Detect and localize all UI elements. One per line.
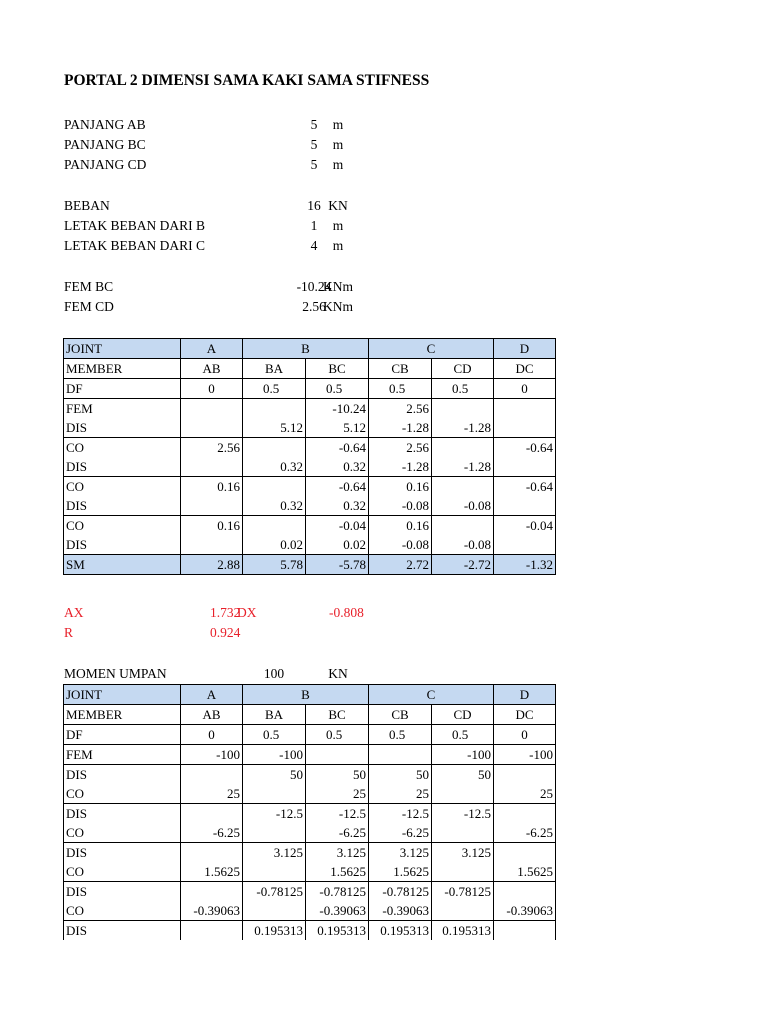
table-cell: BC [306,359,369,379]
table-cell: BA [243,705,306,725]
dx-value: -0.808 [329,605,364,620]
table-cell: 0.195313 [306,921,369,941]
table-cell: CB [369,359,432,379]
table-cell: 50 [306,765,369,785]
table-row [64,823,556,843]
table-cell: 3.125 [243,843,306,863]
param-label: PANJANG AB [64,117,146,132]
table-cell [181,457,243,477]
param-label: LETAK BEBAN DARI C [64,238,206,253]
table-cell: 50 [243,765,306,785]
table-cell: 0.16 [181,516,243,536]
table-cell: -6.25 [494,823,556,843]
table-cell: 2.56 [369,438,432,458]
param-row [64,196,564,216]
table-cell: 1.5625 [369,862,432,882]
table-cell: 0.32 [306,457,369,477]
param-unit: m [332,238,344,253]
table-cell: B [243,685,369,705]
table-cell: 0.32 [306,496,369,516]
table-cell: AB [181,705,243,725]
table-cell: 1.5625 [306,862,369,882]
table-cell: DIS [64,804,181,824]
momen-umpan-label: MOMEN UMPAN [64,666,167,681]
table-cell: 0.5 [243,379,306,399]
table-cell: 0.02 [243,535,306,555]
param-row [64,135,564,155]
table-cell: BA [243,359,306,379]
table-cell: MEMBER [64,705,181,725]
table-cell: 2.72 [369,555,432,575]
table-cell: 0.5 [243,725,306,745]
table-cell: -100 [494,745,556,765]
param-unit: m [332,137,344,152]
table-row [64,921,556,941]
param-unit: KNm [323,299,353,314]
table-cell: 0 [181,379,243,399]
table-cell: 0.195313 [369,921,432,941]
table-cell: -6.25 [181,823,243,843]
table-cell: -0.39063 [306,901,369,921]
momen-umpan-row [64,664,564,684]
joint-header-row [64,685,556,705]
table-cell [181,399,243,419]
table-cell: 1.5625 [181,862,243,882]
table-cell: 5.78 [243,555,306,575]
r-value: 0.924 [210,625,241,640]
table-cell: 0.16 [369,516,432,536]
table-cell [494,457,556,477]
table-cell: -1.32 [494,555,556,575]
table-cell: CO [64,516,181,536]
table-cell: 25 [494,784,556,804]
table-cell [369,745,432,765]
param-unit: m [332,117,344,132]
table-cell: DIS [64,496,181,516]
table-cell: CO [64,477,181,497]
table-cell [181,418,243,438]
table-cell: -0.39063 [181,901,243,921]
table-cell: CO [64,901,181,921]
table-cell: 5.12 [243,418,306,438]
table-cell: 0.195313 [243,921,306,941]
table-cell [181,882,243,902]
table-row [64,862,556,882]
table-cell: -1.28 [369,457,432,477]
table-cell: CO [64,438,181,458]
table-row [64,477,556,497]
table-cell: -6.25 [369,823,432,843]
table-cell: C [369,339,494,359]
table-cell: SM [64,555,181,575]
table-cell: -10.24 [306,399,369,419]
table-cell: 25 [369,784,432,804]
table-cell: DIS [64,418,181,438]
table-cell [243,438,306,458]
table-cell [181,535,243,555]
momen-umpan-unit: KN [328,666,348,681]
table-cell: 0.16 [369,477,432,497]
table-cell [181,843,243,863]
table-cell: DIS [64,535,181,555]
r-label: R [64,625,74,640]
table-cell: BC [306,705,369,725]
table-row [64,496,556,516]
table-cell [243,784,306,804]
table-cell: FEM [64,399,181,419]
table-cell: -5.78 [306,555,369,575]
table-cell: -0.64 [306,438,369,458]
table-cell: -100 [243,745,306,765]
table-cell: -0.08 [432,496,494,516]
dx-label: DX [237,605,257,620]
param-row [64,115,564,135]
table-cell: JOINT [64,339,181,359]
param-value: 1 [310,218,318,233]
table-row [64,379,556,399]
table-cell [306,745,369,765]
table-cell: -0.64 [494,438,556,458]
table-cell: A [181,685,243,705]
table-cell [432,516,494,536]
table-row [64,765,556,785]
table-cell: -0.39063 [369,901,432,921]
table-cell: DF [64,379,181,399]
table-cell: -0.78125 [369,882,432,902]
table-cell: -1.28 [369,418,432,438]
table-row [64,418,556,438]
table-cell: 25 [181,784,243,804]
table-cell: -0.39063 [494,901,556,921]
table-cell: D [494,685,556,705]
table-cell: 2.56 [181,438,243,458]
moment-distribution-table-2 [63,684,556,940]
table-cell: -0.04 [306,516,369,536]
param-row [64,216,564,236]
table-cell: 3.125 [432,843,494,863]
table-cell [494,921,556,941]
table-cell: 0.32 [243,496,306,516]
table-cell: -12.5 [369,804,432,824]
table-cell [243,862,306,882]
param-label: LETAK BEBAN DARI B [64,218,206,233]
table-cell: 0.5 [369,379,432,399]
table-cell: -0.78125 [243,882,306,902]
table-row [64,901,556,921]
table-cell: -100 [181,745,243,765]
table-row [64,745,556,765]
table-cell: JOINT [64,685,181,705]
table-cell [243,399,306,419]
table-cell [494,496,556,516]
table-row [64,516,556,536]
table-cell: DF [64,725,181,745]
momen-umpan-value: 100 [263,666,285,681]
param-value: 16 [307,198,321,213]
table-row [64,457,556,477]
table-cell [494,843,556,863]
param-label: FEM CD [64,299,114,314]
table-cell: -0.64 [494,477,556,497]
table-row [64,359,556,379]
param-row [64,297,564,317]
table-cell: 0.5 [432,379,494,399]
table-cell: -0.78125 [306,882,369,902]
table-cell: -12.5 [432,804,494,824]
table-row [64,843,556,863]
table-cell: 2.56 [369,399,432,419]
table-cell: D [494,339,556,359]
param-unit: m [332,157,344,172]
param-row [64,277,564,297]
table-cell: 5.12 [306,418,369,438]
table-cell: -1.28 [432,457,494,477]
table-cell: 0.16 [181,477,243,497]
table-row [64,784,556,804]
table-cell: -0.64 [306,477,369,497]
table-cell: -6.25 [306,823,369,843]
table-cell: 0.32 [243,457,306,477]
table-cell: DC [494,359,556,379]
table-cell [494,882,556,902]
table-cell: DIS [64,882,181,902]
table-row [64,804,556,824]
table-cell: -1.28 [432,418,494,438]
table-row [64,882,556,902]
table-cell: 1.5625 [494,862,556,882]
table-cell: 50 [432,765,494,785]
table-cell [494,418,556,438]
table-cell: FEM [64,745,181,765]
table-cell [494,399,556,419]
table-cell: CO [64,823,181,843]
table-cell [432,438,494,458]
table-row [64,438,556,458]
table-cell [432,823,494,843]
table-cell: -0.78125 [432,882,494,902]
table-cell: -12.5 [306,804,369,824]
table-cell: DIS [64,921,181,941]
param-label: FEM BC [64,279,114,294]
table-cell: CO [64,784,181,804]
table-cell [432,862,494,882]
table-cell [243,823,306,843]
param-unit: m [332,218,344,233]
table-cell: -100 [432,745,494,765]
param-value: 4 [310,238,318,253]
param-label: BEBAN [64,198,110,213]
table-cell: 25 [306,784,369,804]
table-cell: 0.5 [306,379,369,399]
param-unit: KNm [323,279,353,294]
table-cell: 3.125 [306,843,369,863]
table-cell: -0.08 [432,535,494,555]
param-row [64,155,564,175]
table-cell [243,901,306,921]
param-value: -10.24 [296,279,332,294]
joint-header-row [64,339,556,359]
table-cell: 2.88 [181,555,243,575]
param-label: PANJANG CD [64,157,147,172]
page-title: PORTAL 2 DIMENSI SAMA KAKI SAMA STIFNESS [64,72,430,89]
table-cell: 0.195313 [432,921,494,941]
table-cell: -12.5 [243,804,306,824]
table-cell [432,784,494,804]
table-cell: DIS [64,457,181,477]
table-cell: B [243,339,369,359]
table-cell: 3.125 [369,843,432,863]
table-cell: A [181,339,243,359]
table-cell: 0 [494,725,556,745]
table-cell: -2.72 [432,555,494,575]
sum-row [64,555,556,575]
table-cell: CD [432,359,494,379]
table-cell [181,496,243,516]
table-cell [432,901,494,921]
table-cell [181,765,243,785]
table-cell: CB [369,705,432,725]
table-cell [432,399,494,419]
table-cell: -0.08 [369,535,432,555]
table-cell [243,516,306,536]
table-cell: DIS [64,843,181,863]
table-cell: DC [494,705,556,725]
reaction-row [64,603,564,623]
param-value: 5 [310,117,318,132]
ax-label: AX [64,605,84,620]
table-row [64,725,556,745]
table-cell: 0.02 [306,535,369,555]
table-row [64,705,556,725]
table-row [64,399,556,419]
table-cell: AB [181,359,243,379]
table-cell [494,765,556,785]
param-value: 5 [310,137,318,152]
table-cell: DIS [64,765,181,785]
table-cell: MEMBER [64,359,181,379]
table-cell: CD [432,705,494,725]
reaction-row [64,623,564,643]
table-cell: 0.5 [306,725,369,745]
table-cell [494,804,556,824]
param-label: PANJANG BC [64,137,146,152]
param-unit: KN [328,198,348,213]
table-cell [181,804,243,824]
ax-value: 1.732 [210,605,241,620]
table-cell [243,477,306,497]
table-cell: -0.08 [369,496,432,516]
table-cell: C [369,685,494,705]
table-cell [181,921,243,941]
table-cell: -0.04 [494,516,556,536]
param-row [64,236,564,256]
table-row [64,535,556,555]
table-cell: 0.5 [369,725,432,745]
table-cell [432,477,494,497]
table-cell: 50 [369,765,432,785]
table-cell: 0.5 [432,725,494,745]
moment-distribution-table [63,338,556,575]
table-cell: 0 [181,725,243,745]
param-value: 5 [310,157,318,172]
table-cell: 0 [494,379,556,399]
param-value: 2.56 [302,299,326,314]
table-cell [494,535,556,555]
table-cell: CO [64,862,181,882]
